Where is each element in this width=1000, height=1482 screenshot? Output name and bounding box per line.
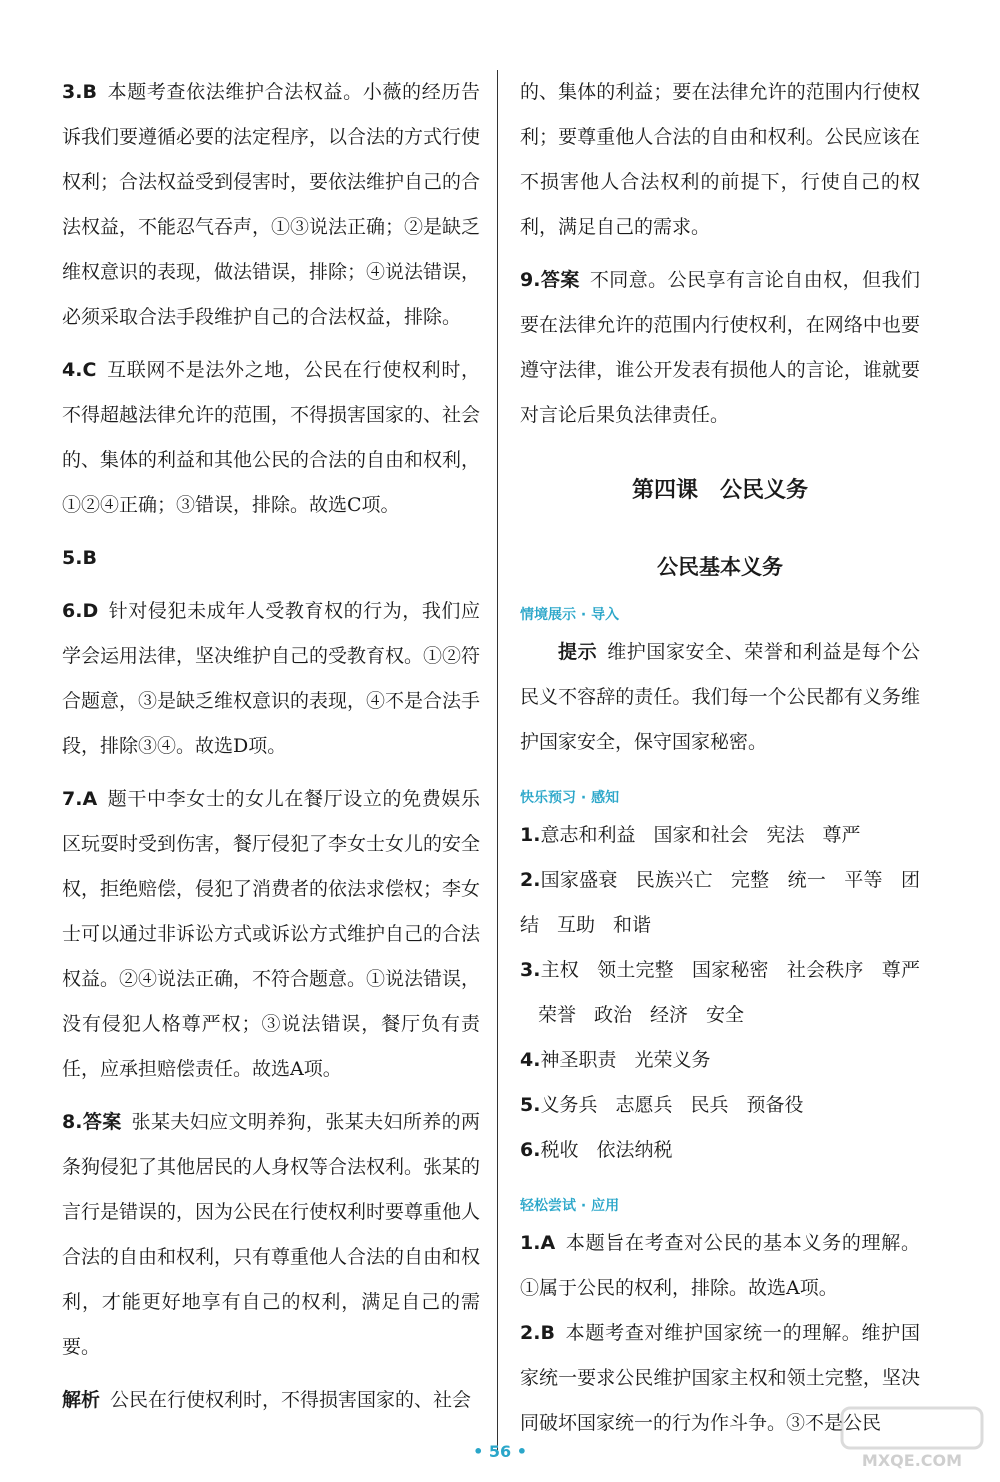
preview-item <box>520 948 920 1038</box>
right-column <box>520 70 920 1446</box>
q3-label: 3.B <box>62 81 97 103</box>
watermark-logo <box>838 1404 988 1474</box>
section-title: 公民基本义务 <box>657 555 783 579</box>
preview-word: 尊严 <box>822 824 861 846</box>
preview-word: 完整 <box>730 869 770 891</box>
q4-label: 4.C <box>62 359 97 381</box>
preview-item-num: 5. <box>520 1094 541 1116</box>
preview-item-num: 4. <box>520 1049 541 1071</box>
preview-item <box>520 1128 920 1173</box>
r1-label: 1.A <box>520 1232 556 1254</box>
q4-text: 互联网不是法外之地，公民在行使权利时，不得超越法律允许的范围，不得损害国家的、社会的、集体的利益和其他公民的合法的自由和权利，①②④正确；③错误，排除。故选C项。 <box>62 359 481 516</box>
preview-word: 互助 <box>557 914 596 936</box>
preview-word: 经济 <box>650 1004 689 1026</box>
question-9 <box>520 258 920 438</box>
analysis-tag: 解析 <box>62 1389 101 1411</box>
hint-text: 维护国家安全、荣誉和利益是每个公民义不容辞的责任。我们每一个公民都有义务维护国家安全，保守国家秘密。 <box>520 641 920 753</box>
preview-word: 团结 <box>520 869 920 936</box>
preview-list <box>520 813 920 1173</box>
section-label-intro: 情境展示 · 导入 <box>520 607 620 623</box>
hint-paragraph <box>520 630 920 765</box>
page-number: • 56 • <box>473 1442 527 1461</box>
analysis-text: 公民在行使权利时，不得损害国家的、社会 <box>110 1389 472 1411</box>
q8-answer-tag: 答案 <box>82 1111 122 1133</box>
preview-word: 和谐 <box>613 914 652 936</box>
hint-tag: 提示 <box>558 641 598 663</box>
q6-text: 针对侵犯未成年人受教育权的行为，我们应学会运用法律，坚决维护自己的受教育权。①②符合题意，③是缺乏维权意识的表现，④不是合法手段，排除③④。故选D项。 <box>62 600 481 757</box>
question-8 <box>62 1100 480 1370</box>
preview-word: 神圣职责 <box>540 1049 617 1071</box>
r1-text: 本题旨在考查对公民的基本义务的理解。①属于公民的权利，排除。故选A项。 <box>520 1232 920 1299</box>
question-5 <box>62 536 480 581</box>
question-7 <box>62 777 480 1092</box>
preview-word: 民兵 <box>690 1094 729 1116</box>
r2-text: 本题考查对维护国家统一的理解。维护国家统一要求公民维护国家主权和领土完整，坚决同破坏国家统一的行为作斗争。③不是公民 <box>520 1322 920 1434</box>
q7-label: 7.A <box>62 788 98 810</box>
apply-question-1 <box>520 1221 920 1311</box>
section-label-apply: 轻松尝试 · 应用 <box>520 1198 620 1214</box>
preview-word: 国家盛衰 <box>540 869 618 891</box>
q9-num: 9. <box>520 269 541 291</box>
q7-text: 题干中李女士的女儿在餐厅设立的免费娱乐区玩耍时受到伤害，餐厅侵犯了李女士女儿的安全权，拒绝赔偿，侵犯了消费者的依法求偿权；李女士可以通过非诉讼方式或诉讼方式维护自己的合法权益。②④说法正确，不符合题意。①说法错误，没有侵犯人格尊严权；③说法错误，餐厅负有责任，应承担赔偿责任。故选A项。 <box>62 788 481 1080</box>
preview-word: 主权 <box>540 959 579 981</box>
r2-label: 2.B <box>520 1322 555 1344</box>
left-column <box>62 70 480 1423</box>
preview-item-num: 2. <box>520 869 541 891</box>
q9-answer-tag: 答案 <box>540 269 580 291</box>
preview-word: 税收 <box>540 1139 579 1161</box>
preview-word: 意志和利益 <box>540 824 636 846</box>
column-divider <box>497 70 498 1450</box>
preview-word: 宪法 <box>766 824 805 846</box>
preview-word: 社会秩序 <box>786 959 864 981</box>
preview-item-num: 1. <box>520 824 541 846</box>
preview-word: 义务兵 <box>540 1094 598 1116</box>
preview-word: 国家和社会 <box>653 824 749 846</box>
preview-word: 安全 <box>706 1004 745 1026</box>
preview-item-num: 3. <box>520 959 541 981</box>
preview-word: 政治 <box>594 1004 633 1026</box>
section-label-preview: 快乐预习 · 感知 <box>520 790 620 806</box>
preview-word: 尊严 <box>881 959 920 981</box>
q9-text: 不同意。公民享有言论自由权，但我们要在法律允许的范围内行使权利，在网络中也要遵守法律，谁公开发表有损他人的言论，谁就要对言论后果负法律责任。 <box>520 269 920 426</box>
preview-word: 依法纳税 <box>596 1139 673 1161</box>
preview-word: 荣誉 <box>538 1004 577 1026</box>
preview-item-num: 6. <box>520 1139 541 1161</box>
q8-text: 张某夫妇应文明养狗，张某夫妇所养的两条狗侵犯了其他居民的人身权等合法权利。张某的言行是错误的，因为公民在行使权利时要尊重他人合法的自由和权利，只有尊重他人合法的自由和权利，才能更好地享有自己的权利，满足自己的需要。 <box>62 1111 481 1358</box>
preview-item <box>520 813 920 858</box>
preview-word: 光荣义务 <box>634 1049 711 1071</box>
question-6 <box>62 589 480 769</box>
question-3 <box>62 70 480 340</box>
preview-word: 预备役 <box>746 1094 804 1116</box>
preview-item <box>520 858 920 948</box>
q6-label: 6.D <box>62 600 99 622</box>
question-4 <box>62 348 480 528</box>
analysis <box>62 1378 480 1423</box>
continued-text: 的、集体的利益；要在法律允许的范围内行使权利；要尊重他人合法的自由和权利。公民应该在不损害他人合法权利的前提下，行使自己的权利，满足自己的需求。 <box>520 81 920 238</box>
preview-word: 志愿兵 <box>615 1094 673 1116</box>
q8-num: 8. <box>62 1111 83 1133</box>
preview-word: 统一 <box>787 869 827 891</box>
preview-word: 领土完整 <box>596 959 674 981</box>
preview-word: 民族兴亡 <box>635 869 713 891</box>
preview-item <box>520 1038 920 1083</box>
preview-word: 平等 <box>844 869 883 891</box>
preview-word: 国家秘密 <box>691 959 769 981</box>
q3-text: 本题考查依法维护合法权益。小薇的经历告诉我们要遵循必要的法定程序，以合法的方式行使权利；合法权益受到侵害时，要依法维护自己的合法权益，不能忍气吞声，①③说法正确；②是缺乏维权意识的表现，做法错误，排除；④说法错误，必须采取合法手段维护自己的合法权益，排除。 <box>62 81 481 328</box>
watermark-text: MXQE.COM <box>861 1451 963 1470</box>
q5-label: 5.B <box>62 547 97 569</box>
lesson-title: 第四课 公民义务 <box>631 478 808 503</box>
preview-item <box>520 1083 920 1128</box>
